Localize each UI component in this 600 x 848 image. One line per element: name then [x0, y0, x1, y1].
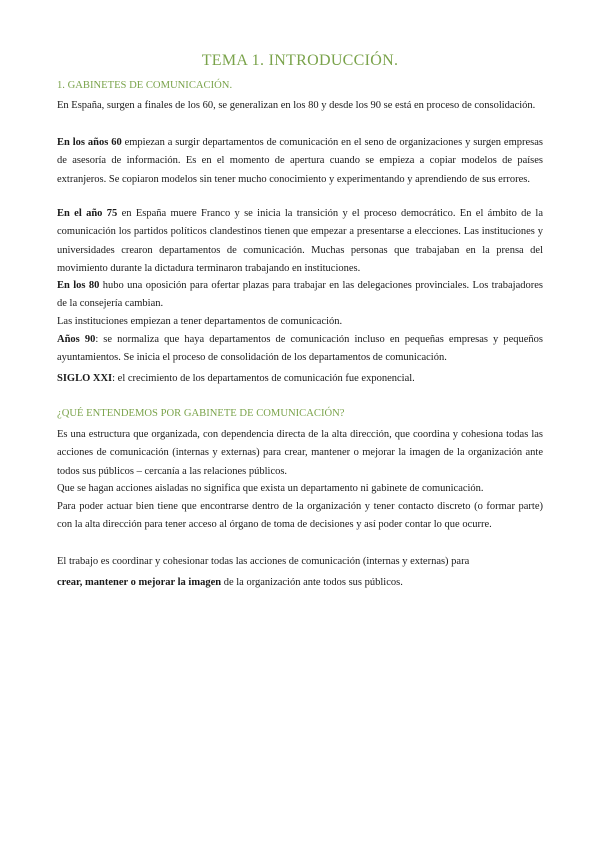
paragraph-siglo-xxi-text: : el crecimiento de los departamentos de comunicación fue exponencial. — [112, 373, 415, 384]
paragraph-anos-60 — [57, 134, 543, 189]
paragraph-anos-90 — [57, 331, 543, 368]
paragraph-acciones-aisladas: Que se hagan acciones aisladas no significa que exista un departamento ni gabinete de comunicación. — [57, 483, 484, 494]
paragraph-trabajo: El trabajo es coordinar y cohesionar todas las acciones de comunicación (internas y externas) para — [57, 556, 470, 567]
section-heading-que-entendemos: ¿QUÉ ENTENDEMOS POR GABINETE DE COMUNICACIÓN? — [57, 408, 345, 419]
paragraph-anos-90-text: : se normaliza que haya departamentos de comunicación incluso en pequeñas empresas y pequeños ayuntamientos. Se inicia el proceso de consolidación de los departamentos de comunicación. — [57, 334, 544, 364]
paragraph-anos-80 — [57, 277, 543, 314]
paragraph-anos-80-text: hubo una oposición para ofertar plazas para trabajar en las delegaciones provinciales. Los trabajadores de la consejería cambian. — [57, 280, 543, 310]
paragraph-intro: En España, surgen a finales de los 60, se generalizan en los 80 y desde los 90 se está en proceso de consolidación. — [57, 100, 536, 111]
bold-lead-anos-60: En los años 60 — [57, 137, 122, 148]
paragraph-ano-75 — [57, 205, 543, 278]
paragraph-anos-60-text: empiezan a surgir departamentos de comunicación en el seno de organizaciones y surgen empresas de asesoría de información. Es en el momento de apertura cuando se empieza a copiar modelos de países extranjeros. Se copiaron modelos sin tener mucho conocimiento y experimentando y aprendiendo de sus errores. — [57, 137, 543, 185]
page-title: TEMA 1. INTRODUCCIÓN. — [201, 52, 399, 69]
paragraph-crear-text: de la organización ante todos sus públicos. — [221, 577, 403, 588]
bold-lead-siglo-xxi: SIGLO XXI — [57, 373, 113, 384]
paragraph-crear — [57, 574, 543, 592]
paragraph-instituciones: Las instituciones empiezan a tener departamentos de comunicación. — [57, 316, 343, 327]
paragraph-actuar-bien: Para poder actuar bien tiene que encontrarse dentro de la organización y tener contacto discreto (o formar parte) con la alta dirección para tener acceso al órgano de toma de decisiones y así poder contar lo que ocurre. — [57, 501, 543, 531]
section-heading-gabinetes: 1. GABINETES DE COMUNICACIÓN. — [57, 80, 233, 91]
bold-lead-crear: crear, mantener o mejorar la imagen — [57, 577, 222, 588]
bold-lead-ano-75: En el año 75 — [57, 208, 118, 219]
paragraph-ano-75-text: en España muere Franco y se inicia la transición y el proceso democrático. En el ámbito de la comunicación los partidos políticos clandestinos tienen que empezar a presentarse a elecciones. Las instituciones y universidades crearon departamentos de comunicación. Muchas personas que trabajaban en la prensa del movimiento durante la dictadura terminaron trabajando en instituciones. — [57, 208, 543, 274]
bold-lead-anos-80: En los 80 — [57, 280, 100, 291]
paragraph-siglo-xxi — [57, 370, 543, 388]
paragraph-definicion: Es una estructura que organizada, con dependencia directa de la alta dirección, que coordina y cohesiona todas las acciones de comunicación (internas y externas) para crear, mantener o mejorar la imagen de la organización ante todos sus públicos – cercanía a las relaciones públicos. — [57, 429, 543, 477]
bold-lead-anos-90: Años 90 — [57, 334, 96, 345]
